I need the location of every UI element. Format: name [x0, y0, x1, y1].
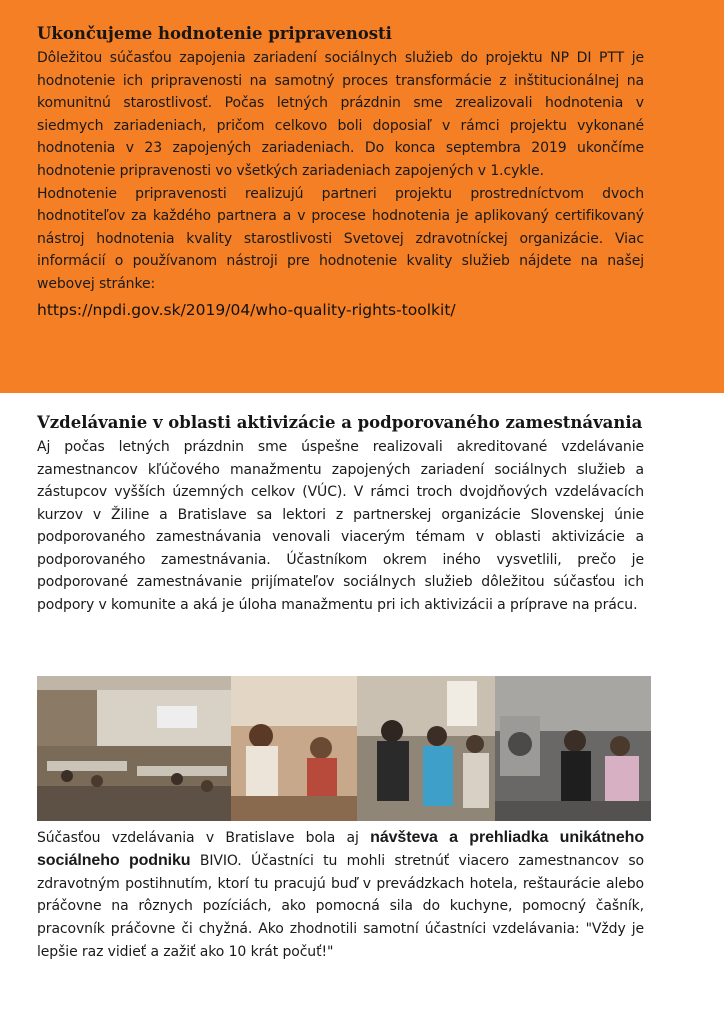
highlighted-text: návšteva a prehliadka unikátneho sociálneho podniku	[37, 829, 644, 869]
paragraph-rest: BIVIO. Účastníci tu mohli stretnúť viacero zamestnancov so zdravotným postihnutím, ktorí tu pracujú buď v prevádzkach hotela, reštaurácie alebo práčovne na rôznych pozíciách, ako pomocná sila do kuchyne, pomocný čašník, pracovník práčovne či chyžná. Ako zhodnotili samotní účastníci vzdelávania: "Vždy je lepšie raz vidieť a zažiť ako 10 krát počuť!"	[37, 852, 644, 960]
paragraph: Hodnotenie pripravenosti realizujú partneri projektu prostredníctvom dvoch hodnotiteľov za každého partnera a v procese hodnotenia je aplikovaný certifikovaný nástroj hodnotenia kvality starostlivosti Svetovej zdravotníckej organizácie. Viac informácií o používanom nástroji pre hodnotenie kvality služieb nájdete na našej webovej stránke:	[37, 185, 644, 292]
paragraph	[37, 827, 644, 964]
website-link[interactable]: https://npdi.gov.sk/2019/04/who-quality-rights-toolkit/	[37, 300, 456, 319]
photo-participants	[231, 676, 357, 821]
section-training	[37, 411, 644, 616]
photo-discussion	[357, 676, 495, 821]
paragraph: Aj počas letných prázdnin sme úspešne realizovali akreditované vzdelávanie zamestnancov kľúčového manažmentu zapojených zariadení sociálnych služieb a zástupcov vyšších územných celkov (VÚC). V rámci troch dvojdňových vzdelávacích kurzov v Žiline a Bratislave sa lektori z partnerskej organizácie Slovenskej únie podporovaného zamestnávania venovali viacerým témam v oblasti aktivizácie a podporovaného zamestnávania. Účastníkom okrem iného vysvetlili, prečo je podporované zamestnávanie prijímateľov sociálnych služieb dôležitou súčasťou ich podpory v komunite a aká je úloha manažmentu pri ich aktivizácii a príprave na prácu.	[37, 439, 644, 613]
photo-strip	[37, 676, 651, 821]
section-bivio-visit	[37, 827, 644, 964]
paragraph-lead: Súčasťou vzdelávania v Bratislave bola aj	[37, 830, 371, 846]
photo-laundry	[495, 676, 651, 821]
section-title: Ukončujeme hodnotenie pripravenosti	[37, 24, 392, 43]
photo-classroom	[37, 676, 231, 821]
paragraph: Dôležitou súčasťou zapojenia zariadení sociálnych služieb do projektu NP DI PTT je hodnotenie ich pripravenosti na samotný proces transformácie z inštitucionálnej na komunitnú starostlivosť. Počas letných prázdnin sme zrealizovali hodnotenia v siedmych zariadeniach, pričom celkovo boli doposiaľ v rámci projektu vykonané hodnotenia v 23 zapojených zariadeniach. Do konca septembra 2019 ukončíme hodnotenie pripravenosti vo všetkých zariadeniach zapojených v 1.cykle.	[37, 50, 644, 179]
section-title: Vzdelávanie v oblasti aktivizácie a podporovaného zamestnávania	[37, 413, 643, 432]
section-readiness-assessment	[37, 22, 644, 322]
